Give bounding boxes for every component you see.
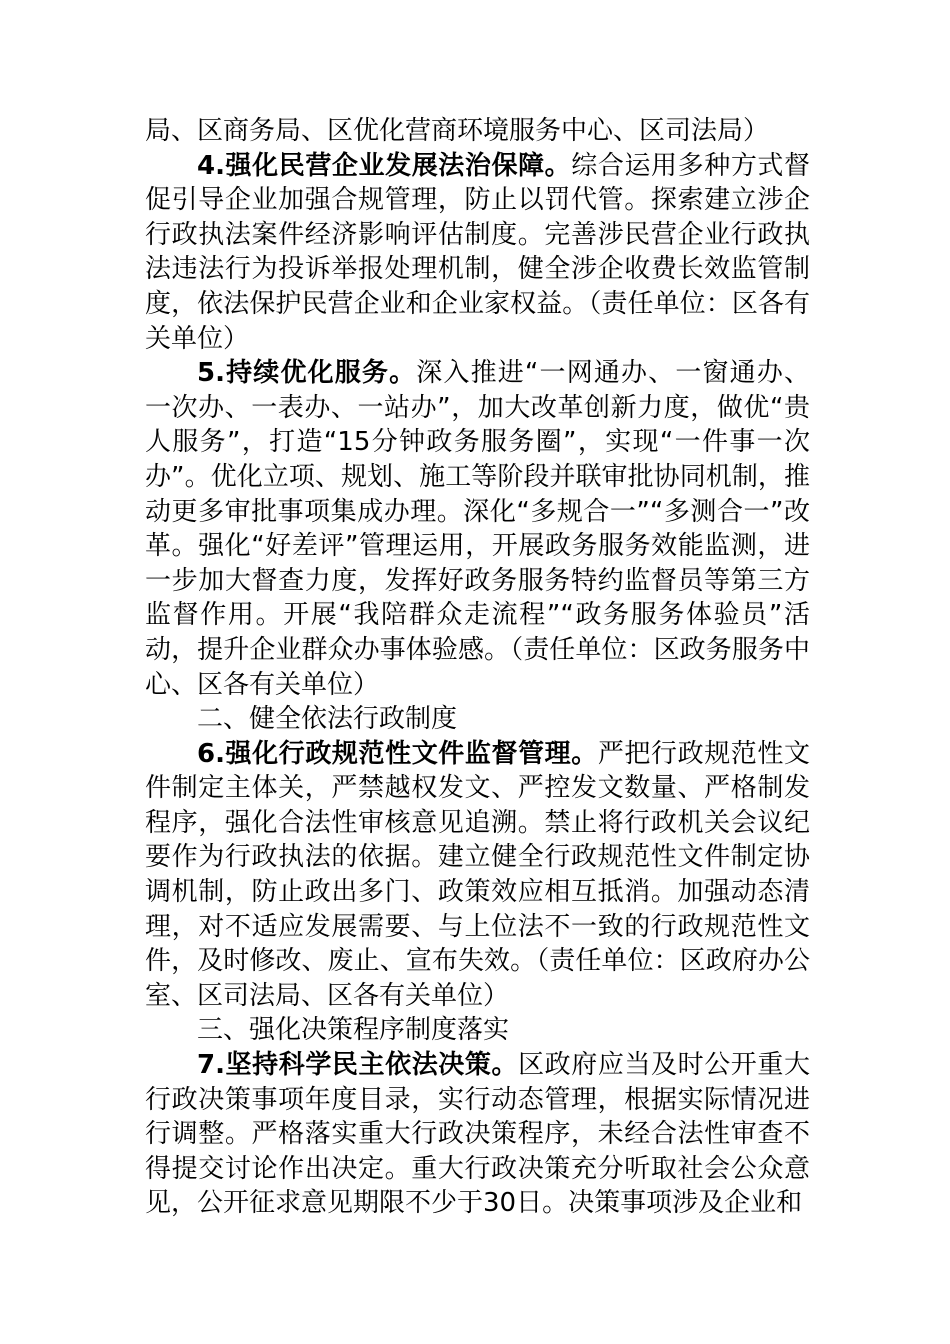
continuation-paragraph: 局、区商务局、区优化营商环境服务中心、区司法局） — [145, 116, 770, 146]
item-6-lead: 6.强化行政规范性文件监督管理。 — [197, 738, 598, 769]
item-7-body: 区政府应当及时公开重大行政决策事项年度目录，实行动态管理，根据实际情况进行调整。严格落实重大行政决策程序，未经合法性审查不得提交讨论作出决定。重大行政决策充分听取社会公众意见，公开征求意见期限不少于30日。决策事项涉及企业和 — [145, 1050, 810, 1219]
item-4-paragraph — [145, 149, 810, 357]
document-page — [145, 114, 810, 1221]
item-7-paragraph — [145, 1048, 810, 1221]
item-4-body: 综合运用多种方式督促引导企业加强合规管理，防止以罚代管。探索建立涉企行政执法案件经济影响评估制度。完善涉民营企业行政执法违法行为投诉举报处理机制，健全涉企收费长效监管制度，依法保护民营企业和企业家权益。（责任单位：区各有关单位） — [145, 150, 810, 354]
item-4-lead: 4.强化民营企业发展法治保障。 — [197, 150, 572, 181]
section-2-heading: 二、健全依法行政制度 — [197, 704, 458, 735]
item-7-lead: 7.坚持科学民主依法决策。 — [197, 1050, 519, 1081]
item-5-paragraph — [145, 356, 810, 702]
section-3-heading: 三、强化决策程序制度落实 — [197, 1015, 510, 1046]
item-5-lead: 5.持续优化服务。 — [197, 358, 417, 389]
item-6-paragraph — [145, 737, 810, 1014]
item-6-body: 严把行政规范性文件制定主体关，严禁越权发文、严控发文数量、严格制发程序，强化合法性审核意见追溯。禁止将行政机关会议纪要作为行政执法的依据。建立健全行政规范性文件制定协调机制，防止政出多门、政策效应相互抵消。加强动态清理，对不适应发展需要、与上位法不一致的行政规范性文件，及时修改、废止、宣布失效。（责任单位：区政府办公室、区司法局、区各有关单位） — [145, 738, 810, 1011]
item-5-body: 深入推进“一网通办、一窗通办、一次办、一表办、一站办”，加大改革创新力度，做优“贵人服务”，打造“15分钟政务服务圈”，实现“一件事一次办”。优化立项、规划、施工等阶段并联审批协同机制，推动更多审批事项集成办理。深化“多规合一”“多测合一”改革。强化“好差评”管理运用，开展政务服务效能监测，进一步加大督查力度，发挥好政务服务特约监督员等第三方监督作用。开展“我陪群众走流程”“政务服务体验员”活动，提升企业群众办事体验感。（责任单位：区政务服务中心、区各有关单位） — [145, 358, 810, 700]
